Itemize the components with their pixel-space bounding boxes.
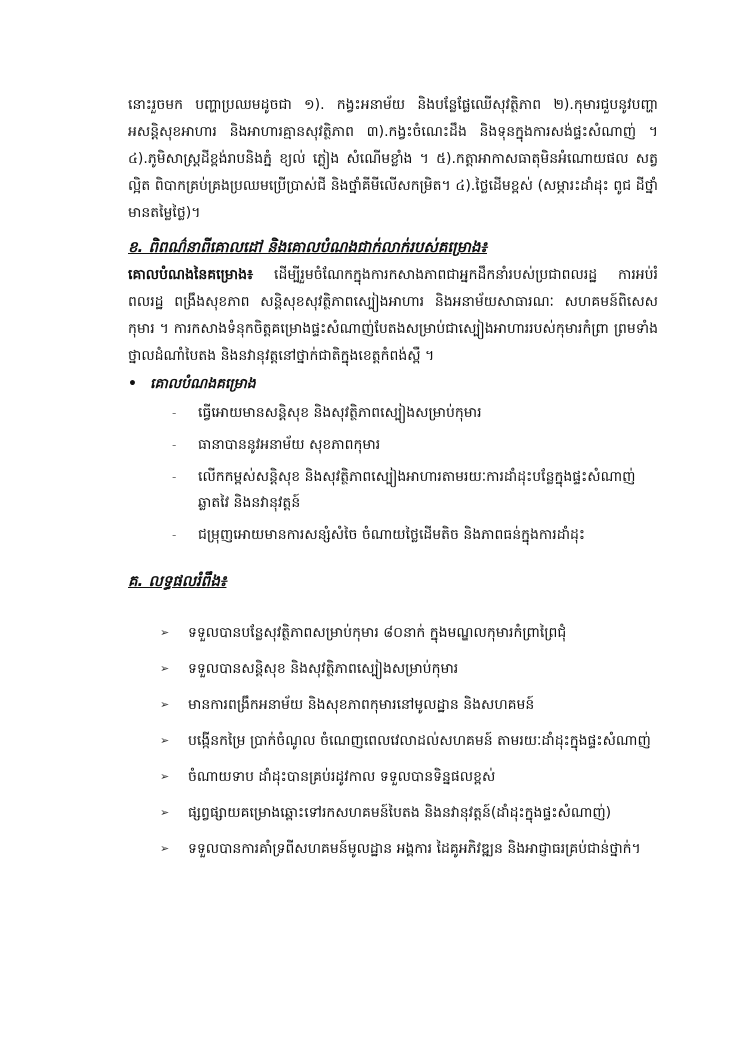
goal-text: ដើម្បីរួមចំណែកក្នុងការកសាងភាពជាអ្នកដឹកនាំរបស់ប្រជាពលរដ្ឋ ការអប់រំពលរដ្ឋ ពង្រឹងសុខភាព សន្តិសុខសុវត្ថិភាពស្បៀងអាហារ និងអនាម័យសាធារណៈ សហគមន៍ពិសេសកុមារ ។ ការកសាងទំនុកចិត្តគម្រោងផ្ទះសំណាញ់បែតងសម្រាប់ជាស្បៀងអាហាររបស់កុមារកំព្រា ព្រមទាំងថ្នាលដំណាំបៃតង និងនវានុវត្តនៅថ្នាក់ជាតិក្នុងខេត្តកំពង់ស្ពឺ ។ xyxy=(128,267,658,364)
objectives-list xyxy=(172,400,652,554)
list-item xyxy=(160,692,660,718)
arrow-bullet-icon: ➢ xyxy=(160,842,170,855)
section-kha-heading: ខ. ពិពណ៌នាពីគោលដៅ និងគោលបំណងជាក់លាក់របស់គម្រោង៖ xyxy=(128,238,487,256)
dash-icon: - xyxy=(172,406,177,420)
list-item xyxy=(160,836,660,862)
objective-text: លើកកម្ពស់សន្តិសុខ និងសុវត្ថិភាពស្បៀងអាហារតាមរយៈការដាំដុះបន្លែក្នុងផ្ទះសំណាញ់ឆ្លាតវៃ និងនវានុវត្តន៍ xyxy=(198,469,636,511)
list-item xyxy=(172,432,652,458)
arrow-bullet-icon: ➢ xyxy=(160,698,170,711)
list-item xyxy=(160,728,660,754)
arrow-bullet-icon: ➢ xyxy=(160,626,170,639)
result-text: ផ្សព្វផ្សាយគម្រោងឆ្ពោះទៅរកសហគមន៍បៃតង និងនវានុវត្តន៍(ដាំដុះក្នុងផ្ទះសំណាញ់) xyxy=(188,805,612,821)
result-text: បង្កើនកម្រៃ ប្រាក់ចំណូល ចំណេញពេលវេលាដល់សហគមន៍ តាមរយៈដាំដុះក្នុងផ្ទះសំណាញ់ xyxy=(188,733,651,749)
objectives-heading xyxy=(128,374,256,395)
intro-paragraph: នោះរួចមក បញ្ហាប្រឈមដូចជា ១). កង្វះអនាម័យ និងបន្លែផ្លែឈើសុវត្ថិភាព ២).កុមារជួបនូវបញ្ហាអសន្តិសុខអាហារ និងអាហារគ្មានសុវត្ថិភាព ៣).កង្វះចំណេះដឹង និងទុនក្នុងការសង់ផ្ទះសំណាញ់ ។ ៤).ភូមិសាស្ត្រដីខ្ពង់រាបនិងភ្នំ ខ្យល់ ភ្លៀង សំណើមខ្លាំង ។ ៥).កត្តាអាកាសធាតុមិនអំណោយផល សត្វល្អិត ពិបាកគ្រប់គ្រងប្រឈមប្រើប្រាស់ជី និងថ្នាំគីមីលើសកម្រិត។ ៤).ថ្លៃដើមខ្ពស់ (សម្ភារះដាំដុះ ពូជ ដីថ្នាំ មានតម្លៃថ្លៃ)។ xyxy=(128,97,658,221)
section-ka-heading: គ. លទ្ធផលរំពឹង៖ xyxy=(128,572,227,590)
objective-text: ជម្រុញអោយមានការសន្សំសំចៃ ចំណាយថ្លៃដើមតិច និងភាពធន់ក្នុងការដាំដុះ xyxy=(198,527,586,543)
result-text: ទទួលបានសន្តិសុខ និងសុវត្ថិភាពស្បៀងសម្រាប់កុមារ xyxy=(188,661,459,677)
arrow-bullet-icon: ➢ xyxy=(160,770,170,783)
result-text: ទទួលបានបន្លែសុវត្ថិភាពសម្រាប់កុមារ ៨០នាក់ ក្នុងមណ្ឌលកុមារកំព្រាព្រៃជុំ xyxy=(188,625,567,641)
objective-text: ធានាបាននូវអនាម័យ សុខភាពកុមារ xyxy=(198,437,381,453)
arrow-bullet-icon: ➢ xyxy=(160,662,170,675)
result-text: ចំណាយទាប ដាំដុះបានគ្រប់រដូវកាល ទទួលបានទិន្នផលខ្ពស់ xyxy=(188,769,496,785)
goal-paragraph xyxy=(128,262,658,370)
list-item xyxy=(172,464,652,516)
list-item xyxy=(160,620,660,646)
objectives-title: គោលបំណងគម្រោង xyxy=(150,376,256,392)
list-item xyxy=(172,522,652,548)
objective-text: ធ្វើអោយមានសន្តិសុខ និងសុវត្ថិភាពស្បៀងសម្រាប់កុមារ xyxy=(198,405,482,421)
arrow-bullet-icon: ➢ xyxy=(160,734,170,747)
dash-icon: - xyxy=(172,438,177,452)
dash-icon: - xyxy=(172,470,177,484)
result-text: ទទួលបានការគាំទ្រពីសហគមន៍មូលដ្ឋាន អង្គការ ដៃគូអភិវឌ្ឍន និងអាជ្ញាធរគ្រប់ជាន់ថ្នាក់។ xyxy=(188,841,641,857)
list-item xyxy=(160,656,660,682)
objectives-bullet: • xyxy=(128,376,137,392)
result-text: មានការពង្រឹកអនាម័យ និងសុខភាពកុមារនៅមូលដ្ឋាន និងសហគមន៍ xyxy=(188,697,535,713)
results-list xyxy=(160,620,660,872)
dash-icon: - xyxy=(172,528,177,542)
arrow-bullet-icon: ➢ xyxy=(160,806,170,819)
list-item xyxy=(160,800,660,826)
list-item xyxy=(160,764,660,790)
list-item xyxy=(172,400,652,426)
goal-label: គោលបំណងនៃគម្រោង៖ xyxy=(128,267,254,283)
